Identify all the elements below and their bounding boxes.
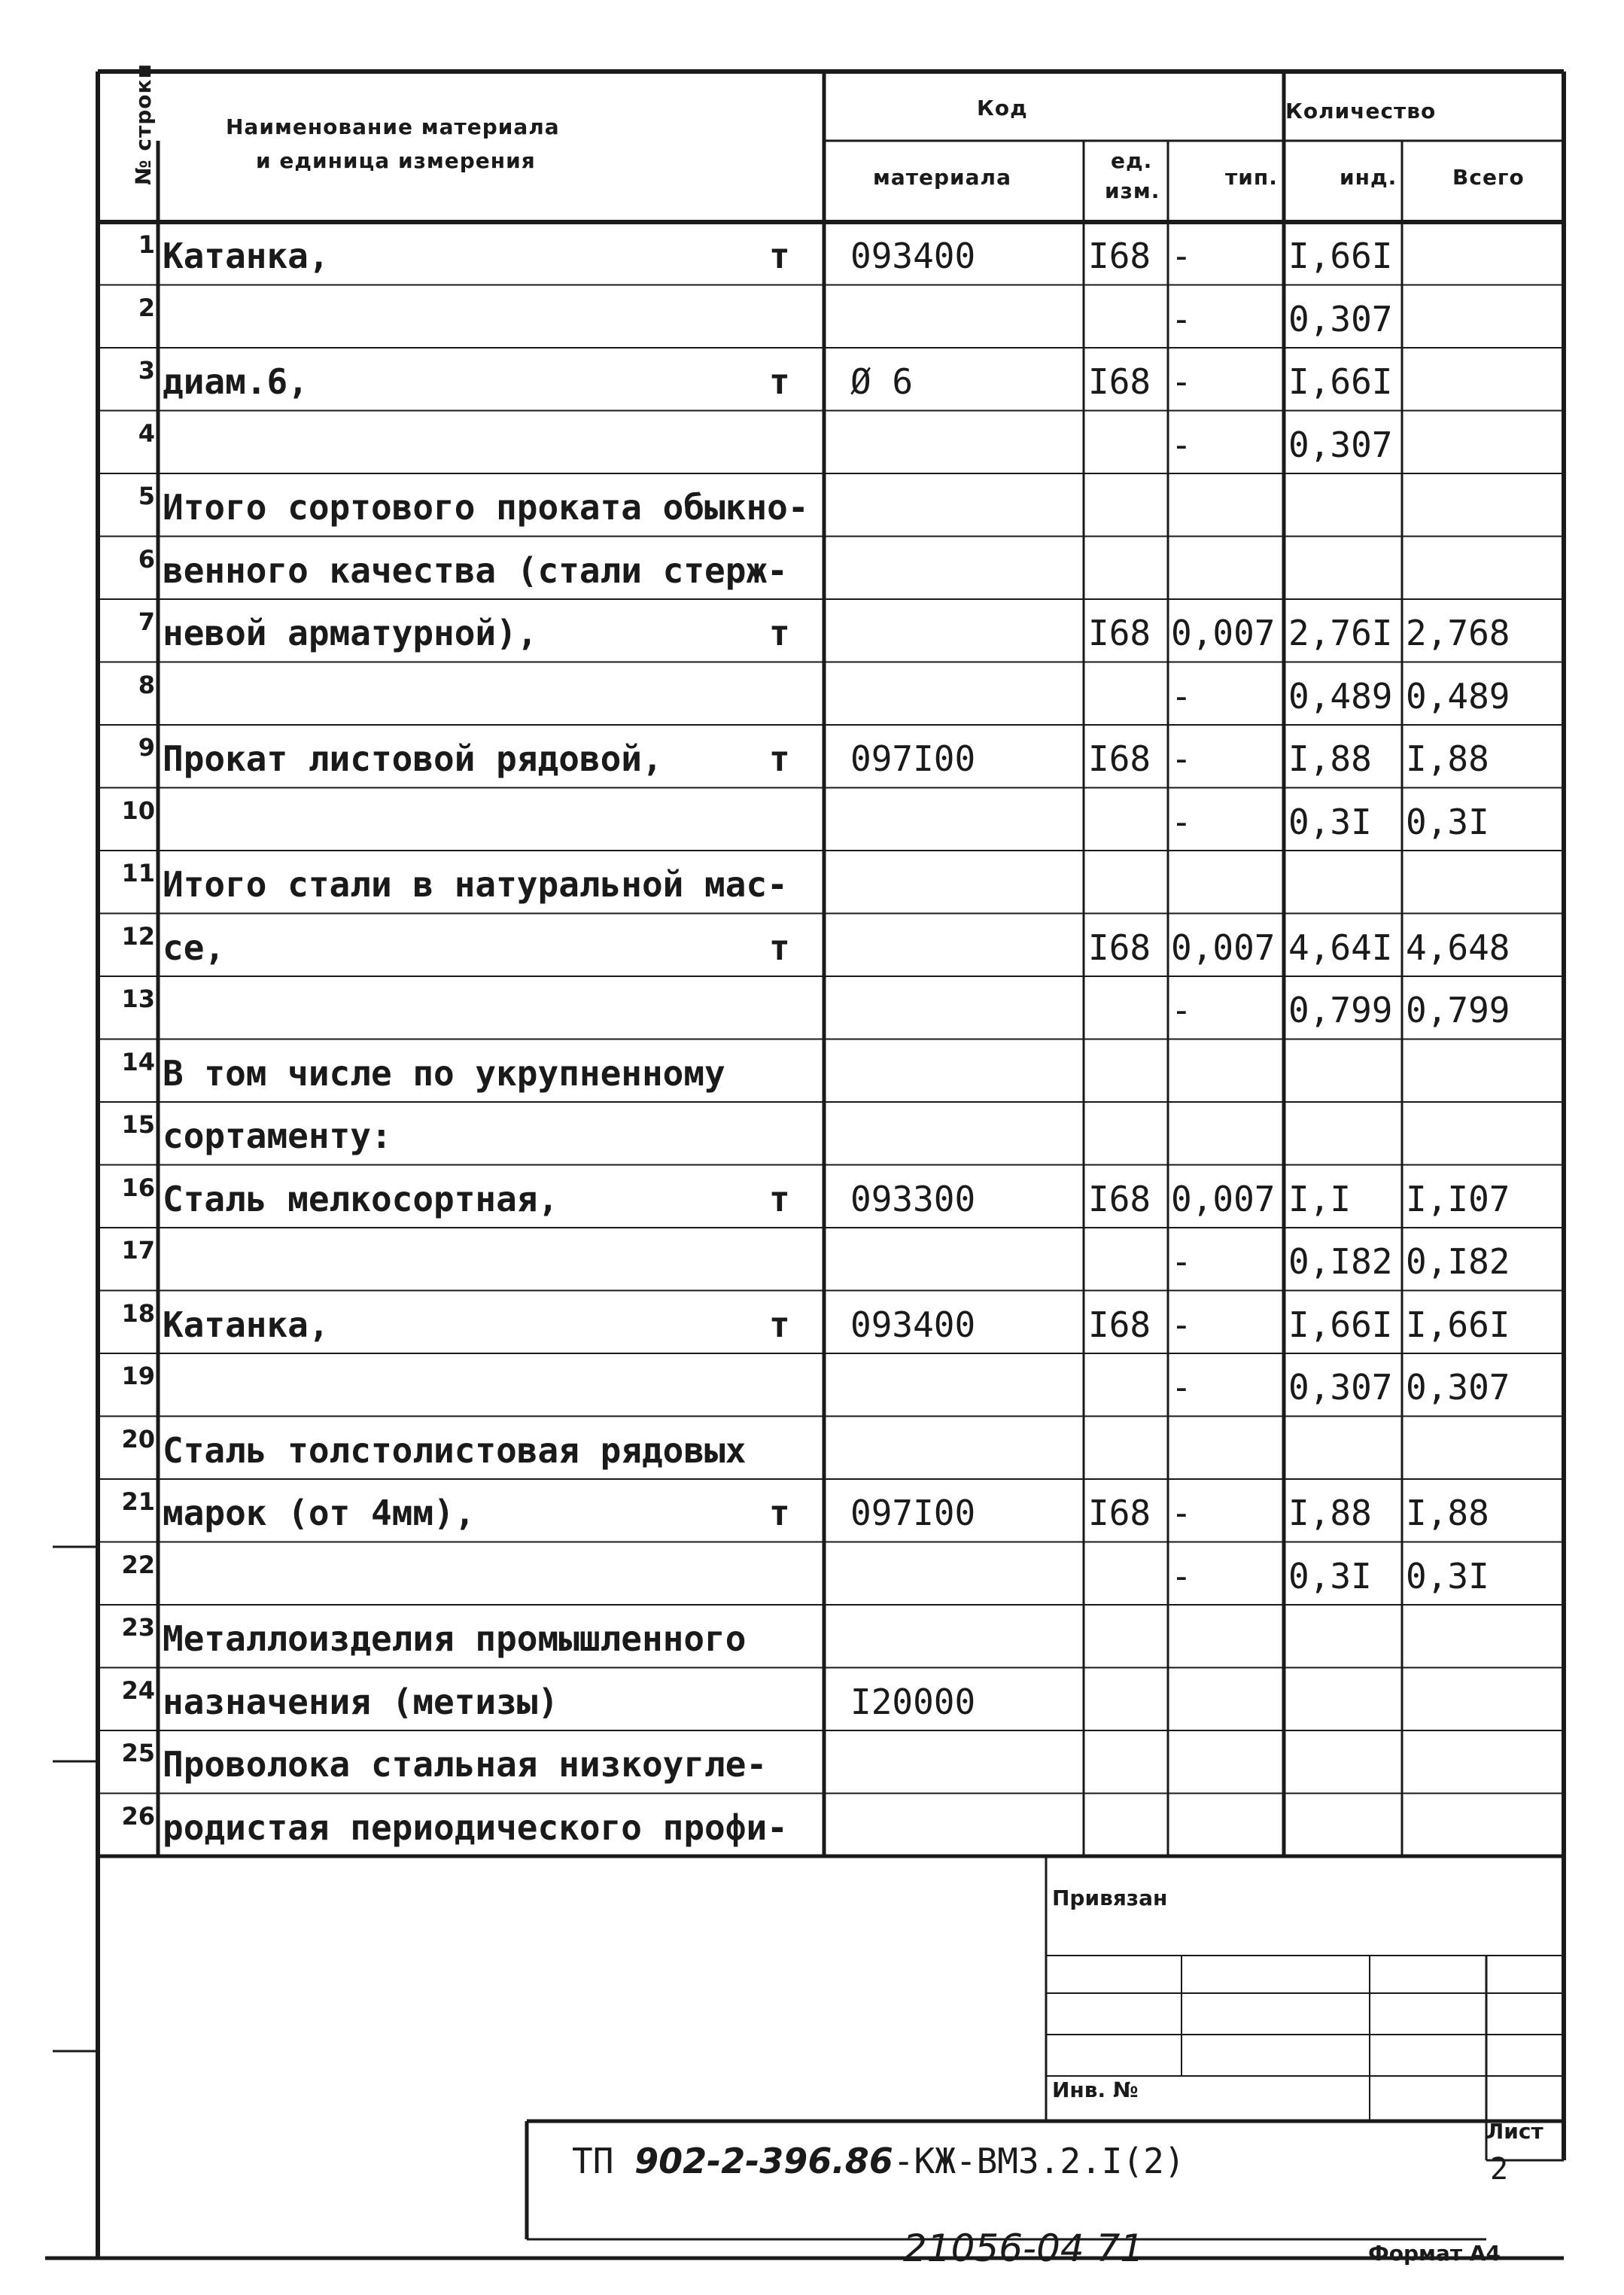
material-name: В том числе по укрупненному (163, 1053, 725, 1094)
row-number: 23 (121, 1613, 155, 1642)
material-name: Проволока стальная низкоугле- (163, 1744, 768, 1785)
unit-code: I68 (1088, 361, 1151, 402)
qty-total: 0,3I (1406, 802, 1489, 842)
qty-typical: - (1171, 802, 1192, 842)
qty-typical: - (1171, 1493, 1192, 1533)
unit-of-measure: т (769, 236, 790, 276)
stamp-code-prefix: ТП (572, 2141, 614, 2181)
row-number: 10 (121, 796, 155, 825)
qty-individual: I,66I (1288, 1304, 1393, 1345)
qty-individual: 0,799 (1288, 990, 1393, 1030)
qty-individual: I,66I (1288, 236, 1393, 276)
material-code: 093400 (850, 1304, 976, 1345)
row-number: 7 (138, 607, 155, 636)
qty-total: 0,799 (1406, 990, 1510, 1030)
qty-total: I,88 (1406, 1493, 1489, 1533)
material-name: Итого стали в натуральной мас- (163, 864, 788, 905)
unit-of-measure: т (769, 927, 790, 968)
row-number: 17 (121, 1236, 155, 1265)
row-number: 8 (138, 671, 155, 699)
row-number: 20 (121, 1425, 155, 1453)
stamp-document-code (572, 2141, 1185, 2181)
unit-code: I68 (1088, 738, 1151, 779)
qty-typical: - (1171, 425, 1192, 465)
qty-typical: 0,007 (1171, 927, 1276, 968)
header-unit-2: изм. (1105, 178, 1160, 203)
row-number: 12 (121, 922, 155, 951)
header-name-line2: и единица измерения (256, 148, 536, 173)
unit-code: I68 (1088, 1179, 1151, 1219)
unit-code: I68 (1088, 927, 1151, 968)
unit-of-measure: т (769, 1304, 790, 1345)
unit-of-measure: т (769, 738, 790, 779)
qty-typical: - (1171, 299, 1192, 339)
row-number: 3 (138, 356, 155, 385)
material-name: Сталь толстолистовая рядовых (163, 1430, 747, 1471)
qty-typical: - (1171, 236, 1192, 276)
stamp-code-suffix: -КЖ-ВМ3.2.I(2) (893, 2141, 1185, 2181)
row-number: 11 (121, 859, 155, 887)
material-name: Катанка, (163, 236, 330, 276)
material-name: диам.6, (163, 361, 309, 402)
page-format: Формат А4 (1368, 2241, 1501, 2266)
row-number: 15 (121, 1110, 155, 1139)
material-name: се, (163, 927, 226, 968)
qty-individual: 0,3I (1288, 1556, 1372, 1596)
qty-individual: 0,3I (1288, 802, 1372, 842)
unit-of-measure: т (769, 361, 790, 402)
qty-total: 4,648 (1406, 927, 1510, 968)
row-number: 21 (121, 1487, 155, 1516)
row-number: 4 (138, 419, 155, 448)
qty-typical: - (1171, 676, 1192, 717)
qty-individual: 0,307 (1288, 425, 1393, 465)
row-number: 5 (138, 482, 155, 510)
material-code: I20000 (850, 1682, 976, 1722)
stamp-sheet-number: 2 (1490, 2152, 1509, 2187)
unit-code: I68 (1088, 1493, 1151, 1533)
qty-individual: I,66I (1288, 361, 1393, 402)
material-code: 093300 (850, 1179, 976, 1219)
material-name: сортаменту: (163, 1116, 392, 1156)
qty-typical: - (1171, 361, 1192, 402)
qty-typical: - (1171, 1304, 1192, 1345)
header-qty-total: Всего (1452, 165, 1525, 190)
material-name: Металлоизделия промышленного (163, 1618, 747, 1659)
qty-total: 0,307 (1406, 1367, 1510, 1408)
material-name: родистая периодического профи- (163, 1807, 788, 1848)
row-number: 18 (121, 1299, 155, 1328)
row-number: 26 (121, 1802, 155, 1831)
row-number: 16 (121, 1173, 155, 1202)
row-number: 25 (121, 1739, 155, 1767)
unit-of-measure: т (769, 613, 790, 653)
material-name: Катанка, (163, 1304, 330, 1345)
qty-total: 0,3I (1406, 1556, 1489, 1596)
unit-code: I68 (1088, 236, 1151, 276)
archive-number: 21056-04 71 (903, 2227, 1145, 2270)
unit-of-measure: т (769, 1179, 790, 1219)
header-row-number: № строки (131, 62, 156, 185)
qty-individual: 2,76I (1288, 613, 1393, 653)
qty-typical: 0,007 (1171, 613, 1276, 653)
material-name: Прокат листовой рядовой, (163, 738, 663, 779)
material-name: назначения (метизы) (163, 1682, 559, 1722)
qty-individual: 0,489 (1288, 676, 1393, 717)
row-number: 13 (121, 985, 155, 1013)
material-code: Ø 6 (850, 361, 914, 402)
material-code: 097I00 (850, 1493, 976, 1533)
header-qty-typ: тип. (1225, 165, 1278, 190)
row-number: 14 (121, 1048, 155, 1076)
qty-individual: 0,307 (1288, 1367, 1393, 1408)
qty-total: 0,I82 (1406, 1241, 1510, 1282)
stamp-inventory-number: Инв. № (1052, 2077, 1139, 2102)
material-name: венного качества (стали стерж- (163, 550, 788, 591)
qty-individual: 0,I82 (1288, 1241, 1393, 1282)
qty-individual: I,88 (1288, 738, 1372, 779)
row-number: 24 (121, 1676, 155, 1705)
qty-typical: - (1171, 1367, 1192, 1408)
unit-of-measure: т (769, 1493, 790, 1533)
qty-total: 0,489 (1406, 676, 1510, 717)
row-number: 22 (121, 1551, 155, 1579)
qty-total: I,I07 (1406, 1179, 1510, 1219)
row-number: 2 (138, 294, 155, 322)
row-number: 6 (138, 545, 155, 574)
qty-individual: I,I (1288, 1179, 1352, 1219)
header-qty-ind: инд. (1340, 165, 1397, 190)
stamp-sheet-label: Лист (1486, 2119, 1543, 2144)
header-quantity: Количество (1285, 99, 1437, 123)
qty-total: I,88 (1406, 738, 1489, 779)
qty-typical: 0,007 (1171, 1179, 1276, 1219)
qty-typical: - (1171, 1556, 1192, 1596)
row-number: 19 (121, 1362, 155, 1390)
material-code: 093400 (850, 236, 976, 276)
header-unit-1: ед. (1111, 148, 1153, 173)
material-code: 097I00 (850, 738, 976, 779)
qty-typical: - (1171, 738, 1192, 779)
qty-total: I,66I (1406, 1304, 1510, 1345)
qty-individual: 0,307 (1288, 299, 1393, 339)
material-name: Итого сортового проката обыкно- (163, 487, 809, 528)
row-number: 1 (138, 230, 155, 259)
qty-typical: - (1171, 990, 1192, 1030)
row-number: 9 (138, 733, 155, 762)
header-code: Код (977, 96, 1028, 120)
qty-typical: - (1171, 1241, 1192, 1282)
material-name: марок (от 4мм), (163, 1493, 476, 1533)
stamp-code-handwritten: 902-2-396.86 (634, 2141, 893, 2181)
material-name: Сталь мелкосортная, (163, 1179, 559, 1219)
header-name-line1: Наименование материала (226, 114, 560, 139)
stamp-privyazan: Привязан (1052, 1886, 1168, 1910)
qty-individual: 4,64I (1288, 927, 1393, 968)
header-code-material: материала (873, 165, 1011, 190)
material-name: невой арматурной), (163, 613, 538, 653)
unit-code: I68 (1088, 1304, 1151, 1345)
qty-individual: I,88 (1288, 1493, 1372, 1533)
qty-total: 2,768 (1406, 613, 1510, 653)
unit-code: I68 (1088, 613, 1151, 653)
